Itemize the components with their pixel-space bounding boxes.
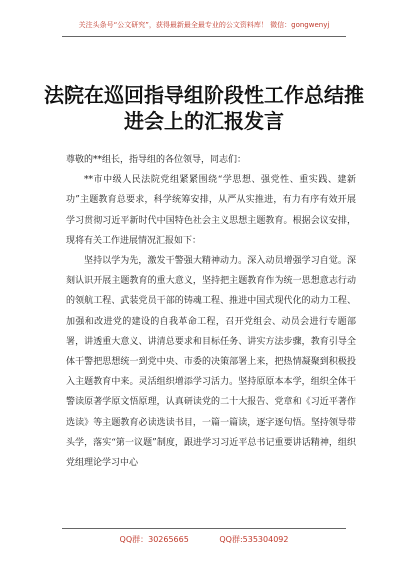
header-divider [62, 36, 346, 37]
document-body [66, 150, 356, 473]
paragraph-study: 坚持以学为先，激发干警强大精神动力。深入动员增强学习自觉。深刻认识开展主题教育的重大意义，坚持把主题教育作为统一思想意志行动的领航工程、武装党员干部的铸魂工程、推进中国式现代化的动力工程、加强和改进党的建设的自我革命工程，召开党组会、动员会进行专题部署，讲透重大意义、讲清总要求和目标任务、讲实方法步骤，教育引导全体干警把思想统一到党中央、市委的决策部署上来，把热情凝聚到积极投入主题教育中来。灵活组织增添学习活力。坚持原原本本学，组织全体干警读原著学原文悟原理，认真研读党的二十大报告、党章和《习近平著作选读》等主题教育必读选读书目，一篇一篇读，逐字逐句悟。坚持领导带头学，落实“第一议题”制度，跟进学习习近平总书记重要讲话精神，组织党组理论学习中心 [66, 256, 356, 469]
footer-contacts [0, 534, 408, 545]
document-title: 法院在巡回指导组阶段性工作总结推进会上的汇报发言 [44, 83, 364, 133]
salutation: 尊敬的**组长，指导组的各位领导，同志们： [66, 155, 247, 165]
footer-qq-group-2: QQ群:535304092 [219, 535, 289, 544]
footer-divider [62, 528, 346, 529]
header-note: 关注头条号“公文研究”，获得最新最全最专业的公文资料库！ 微信：gongwenyj [78, 21, 330, 29]
paragraph-intro: **市中级人民法院党组紧紧围绕“学思想、强党性、重实践、建新功”主题教育总要求，科学统筹安排，从严从实推进，有力有序有效开展学习贯彻习近平新时代中国特色社会主义思想主题教育。根据会议安排，现将有关工作进展情况汇报如下： [66, 175, 356, 246]
footer-qq-group-1: QQ群：30265665 [119, 535, 189, 544]
